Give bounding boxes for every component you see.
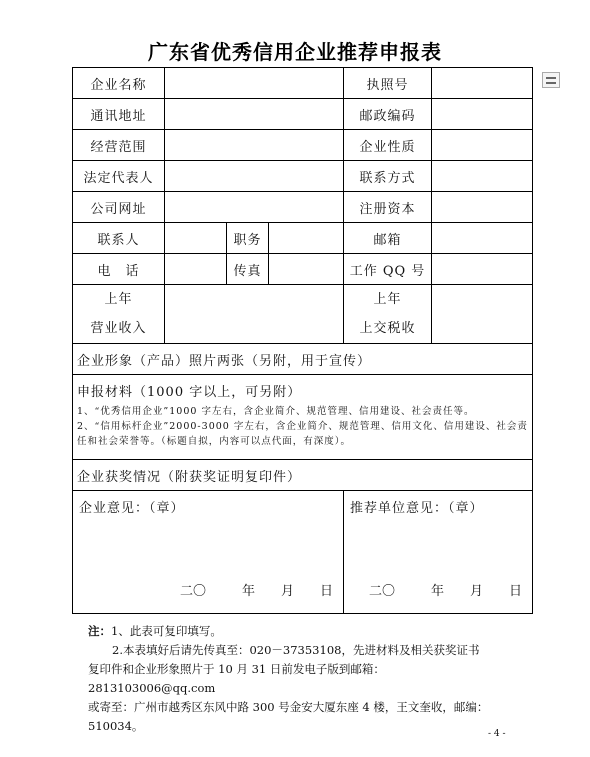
revenue-field[interactable] — [165, 285, 344, 344]
table-row — [73, 375, 533, 460]
table-row — [73, 68, 533, 99]
phone-label: 电 话 — [73, 254, 165, 285]
company-name-field[interactable] — [165, 68, 344, 99]
company-opinion-label: 企业意见：（章） — [79, 501, 185, 516]
revenue-label-line1: 上年 — [104, 292, 133, 307]
contact-method-label: 联系方式 — [344, 161, 432, 192]
table-row — [73, 285, 533, 344]
note-line-5: 510034。 — [88, 719, 144, 733]
revenue-label-line2: 营业收入 — [90, 321, 147, 336]
license-number-label: 执照号 — [344, 68, 432, 99]
table-row — [73, 99, 533, 130]
address-field[interactable] — [165, 99, 344, 130]
revenue-label — [73, 285, 165, 344]
materials-item-2: 2、“信用标杆企业”2000-3000 字左右，含企业简介、规范管理、信用文化、信用建设、社会责任和社会荣誉等。（标题自拟，内容可以点代面，有深度）。 — [77, 421, 528, 447]
date-year-prefix: 二〇 — [179, 584, 206, 599]
note-line-3: 复印件和企业形象照片于 10 月 31 日前发电子版到邮箱：2813103006@qq.com — [88, 662, 385, 695]
tax-field[interactable] — [432, 285, 533, 344]
table-row — [73, 192, 533, 223]
company-opinion-cell[interactable] — [73, 491, 344, 614]
tax-label-line1: 上年 — [373, 292, 402, 307]
materials-heading: 申报材料（1000 字以上，可另附） — [77, 385, 302, 400]
legal-rep-field[interactable] — [165, 161, 344, 192]
contact-method-field[interactable] — [432, 161, 533, 192]
company-name-label: 企业名称 — [73, 68, 165, 99]
table-row — [73, 161, 533, 192]
website-label: 公司网址 — [73, 192, 165, 223]
note-line-1: 注：1、此表可复印填写。 — [88, 624, 222, 638]
awards-row[interactable]: 企业获奖情况（附获奖证明复印件） — [73, 460, 533, 491]
table-row — [73, 491, 533, 614]
note-line-4: 或寄至：广州市越秀区东风中路 300 号金安大厦东座 4 楼，王文奎收，邮编： — [88, 700, 489, 714]
recommender-opinion-label: 推荐单位意见：（章） — [350, 501, 484, 516]
registered-capital-label: 注册资本 — [344, 192, 432, 223]
business-scope-field[interactable] — [165, 130, 344, 161]
form-title: 广东省优秀信用企业推荐申报表 — [148, 40, 442, 64]
business-scope-label: 经营范围 — [73, 130, 165, 161]
company-type-label: 企业性质 — [344, 130, 432, 161]
website-field[interactable] — [165, 192, 344, 223]
table-row — [73, 130, 533, 161]
tax-label-line2: 上交税收 — [359, 321, 416, 336]
email-label: 邮箱 — [344, 223, 432, 254]
phone-field[interactable] — [165, 254, 227, 285]
table-row — [73, 344, 533, 375]
date-month: 月 — [280, 584, 294, 599]
contact-person-field[interactable] — [165, 223, 227, 254]
position-label: 职务 — [227, 223, 269, 254]
fax-label: 传真 — [227, 254, 269, 285]
license-number-field[interactable] — [432, 68, 533, 99]
photos-row[interactable]: 企业形象（产品）照片两张（另附，用于宣传） — [73, 344, 533, 375]
legal-rep-label: 法定代表人 — [73, 161, 165, 192]
recommender-opinion-cell[interactable] — [344, 491, 533, 614]
position-field[interactable] — [269, 223, 344, 254]
address-label: 通讯地址 — [73, 99, 165, 130]
document-icon[interactable] — [542, 72, 560, 88]
date-month: 月 — [469, 584, 483, 599]
page-number: - 4 - — [488, 729, 506, 739]
email-field[interactable] — [432, 223, 533, 254]
note-prefix: 注： — [88, 624, 111, 638]
work-qq-field[interactable] — [432, 254, 533, 285]
tax-label — [344, 285, 432, 344]
registered-capital-field[interactable] — [432, 192, 533, 223]
company-opinion-date — [180, 580, 333, 599]
date-day: 日 — [319, 584, 333, 599]
work-qq-label: 工作 QQ 号 — [344, 254, 432, 285]
postcode-field[interactable] — [432, 99, 533, 130]
application-form-table — [72, 67, 533, 614]
materials-cell[interactable] — [73, 375, 533, 460]
fax-field[interactable] — [269, 254, 344, 285]
company-type-field[interactable] — [432, 130, 533, 161]
materials-note — [77, 404, 528, 449]
postcode-label: 邮政编码 — [344, 99, 432, 130]
contact-person-label: 联系人 — [73, 223, 165, 254]
recommender-opinion-date — [369, 580, 522, 599]
footnotes — [88, 622, 508, 736]
date-day: 日 — [508, 584, 522, 599]
date-year: 年 — [241, 584, 255, 599]
note-line-2: 2.本表填好后请先传真至：020－37353108，先进材料及相关获奖证书 — [112, 643, 480, 657]
table-row — [73, 223, 533, 254]
date-year: 年 — [430, 584, 444, 599]
date-year-prefix: 二〇 — [368, 584, 395, 599]
table-row — [73, 460, 533, 491]
table-row — [73, 254, 533, 285]
materials-item-1: 1、“优秀信用企业”1000 字左右，含企业简介、规范管理、信用建设、社会责任等。 — [77, 406, 475, 417]
